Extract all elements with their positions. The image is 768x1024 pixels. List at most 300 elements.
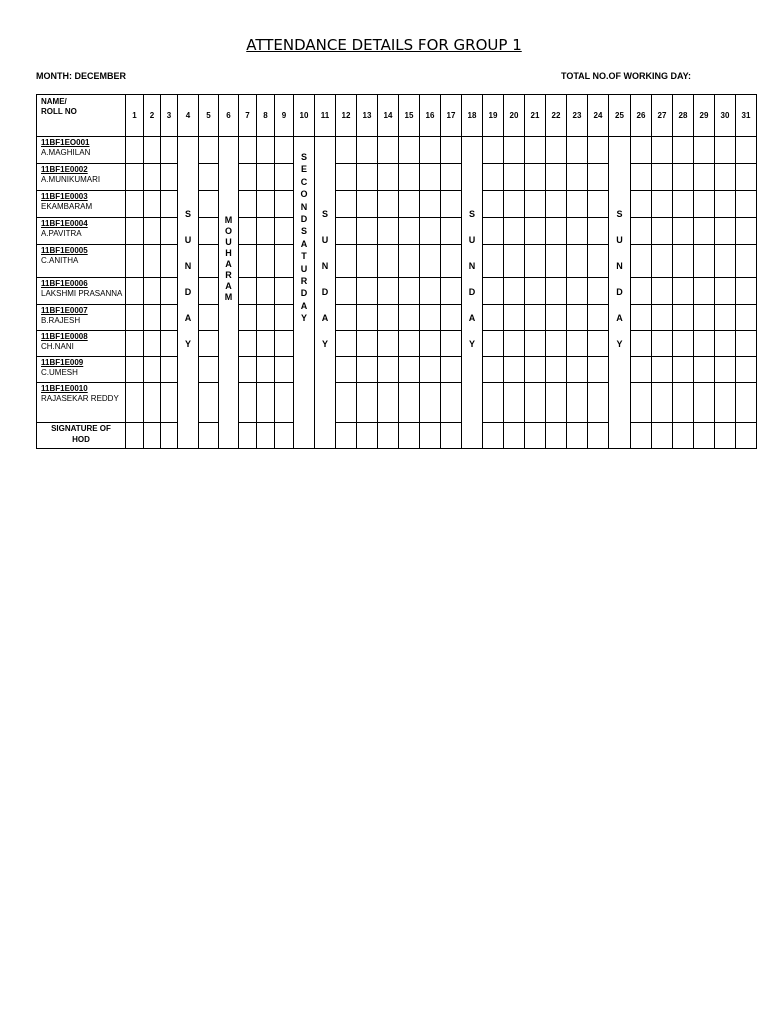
day-header-27: 27 xyxy=(652,95,673,137)
attendance-cell[interactable] xyxy=(715,383,736,423)
student-name: A.MUNIKUMARI xyxy=(41,175,101,184)
attendance-cell[interactable] xyxy=(441,331,462,357)
attendance-cell[interactable] xyxy=(161,218,178,245)
attendance-cell[interactable] xyxy=(336,191,357,218)
attendance-cell[interactable] xyxy=(199,245,219,278)
attendance-cell[interactable] xyxy=(525,331,546,357)
signature-cell[interactable] xyxy=(673,423,694,449)
attendance-cell[interactable] xyxy=(275,191,294,218)
attendance-cell[interactable] xyxy=(673,357,694,383)
attendance-cell[interactable] xyxy=(736,383,757,423)
attendance-cell[interactable] xyxy=(336,164,357,191)
signature-cell[interactable] xyxy=(420,423,441,449)
attendance-cell[interactable] xyxy=(694,137,715,164)
attendance-cell[interactable] xyxy=(546,331,567,357)
attendance-cell[interactable] xyxy=(420,191,441,218)
attendance-cell[interactable] xyxy=(673,137,694,164)
attendance-cell[interactable] xyxy=(504,383,525,423)
signature-label-line1: SIGNATURE OF xyxy=(51,424,111,433)
attendance-cell[interactable] xyxy=(588,383,609,423)
attendance-cell[interactable] xyxy=(441,137,462,164)
signature-cell[interactable] xyxy=(546,423,567,449)
attendance-cell[interactable] xyxy=(336,137,357,164)
attendance-cell[interactable] xyxy=(567,164,588,191)
attendance-cell[interactable] xyxy=(715,137,736,164)
attendance-cell[interactable] xyxy=(652,383,673,423)
table-row xyxy=(37,305,757,331)
attendance-cell[interactable] xyxy=(378,191,399,218)
roll-number: 11BF1E0002 xyxy=(41,165,88,174)
attendance-cell[interactable] xyxy=(652,245,673,278)
attendance-cell[interactable] xyxy=(715,331,736,357)
attendance-cell[interactable] xyxy=(715,357,736,383)
attendance-cell[interactable] xyxy=(483,218,504,245)
attendance-cell[interactable] xyxy=(504,278,525,305)
attendance-cell[interactable] xyxy=(483,305,504,331)
attendance-cell[interactable] xyxy=(357,137,378,164)
day-header-22: 22 xyxy=(546,95,567,137)
attendance-cell[interactable] xyxy=(126,305,144,331)
attendance-cell[interactable] xyxy=(126,137,144,164)
attendance-cell[interactable] xyxy=(336,278,357,305)
attendance-cell[interactable] xyxy=(525,245,546,278)
attendance-cell[interactable] xyxy=(588,305,609,331)
attendance-cell[interactable] xyxy=(257,278,275,305)
attendance-cell[interactable] xyxy=(588,218,609,245)
attendance-cell[interactable] xyxy=(357,191,378,218)
attendance-cell[interactable] xyxy=(504,305,525,331)
attendance-cell[interactable] xyxy=(483,278,504,305)
student-cell xyxy=(37,218,126,245)
attendance-cell[interactable] xyxy=(144,278,161,305)
attendance-cell[interactable] xyxy=(257,383,275,423)
attendance-cell[interactable] xyxy=(736,245,757,278)
attendance-cell[interactable] xyxy=(420,383,441,423)
attendance-cell[interactable] xyxy=(652,357,673,383)
attendance-cell[interactable] xyxy=(525,305,546,331)
attendance-cell[interactable] xyxy=(275,218,294,245)
attendance-cell[interactable] xyxy=(399,164,420,191)
attendance-cell[interactable] xyxy=(126,331,144,357)
attendance-cell[interactable] xyxy=(399,305,420,331)
signature-cell[interactable] xyxy=(126,423,144,449)
attendance-cell[interactable] xyxy=(275,245,294,278)
attendance-cell[interactable] xyxy=(715,305,736,331)
attendance-cell[interactable] xyxy=(126,278,144,305)
attendance-cell[interactable] xyxy=(239,383,257,423)
signature-cell[interactable] xyxy=(257,423,275,449)
student-cell xyxy=(37,191,126,218)
attendance-cell[interactable] xyxy=(588,331,609,357)
signature-cell[interactable] xyxy=(239,423,257,449)
attendance-cell[interactable] xyxy=(441,164,462,191)
attendance-cell[interactable] xyxy=(336,357,357,383)
attendance-cell[interactable] xyxy=(126,245,144,278)
attendance-cell[interactable] xyxy=(736,137,757,164)
attendance-cell[interactable] xyxy=(694,278,715,305)
signature-cell[interactable] xyxy=(441,423,462,449)
attendance-cell[interactable] xyxy=(275,305,294,331)
attendance-cell[interactable] xyxy=(144,164,161,191)
signature-cell[interactable] xyxy=(399,423,420,449)
attendance-cell[interactable] xyxy=(546,383,567,423)
attendance-cell[interactable] xyxy=(652,164,673,191)
attendance-cell[interactable] xyxy=(483,137,504,164)
attendance-cell[interactable] xyxy=(525,383,546,423)
signature-cell[interactable] xyxy=(631,423,652,449)
attendance-cell[interactable] xyxy=(257,305,275,331)
signature-cell[interactable] xyxy=(275,423,294,449)
signature-cell[interactable] xyxy=(736,423,757,449)
attendance-cell[interactable] xyxy=(420,305,441,331)
attendance-cell[interactable] xyxy=(378,278,399,305)
attendance-cell[interactable] xyxy=(357,331,378,357)
attendance-cell[interactable] xyxy=(199,357,219,383)
attendance-cell[interactable] xyxy=(631,357,652,383)
attendance-cell[interactable] xyxy=(257,218,275,245)
attendance-cell[interactable] xyxy=(441,218,462,245)
attendance-cell[interactable] xyxy=(257,137,275,164)
attendance-cell[interactable] xyxy=(378,383,399,423)
attendance-cell[interactable] xyxy=(336,218,357,245)
attendance-cell[interactable] xyxy=(357,164,378,191)
attendance-cell[interactable] xyxy=(399,218,420,245)
attendance-cell[interactable] xyxy=(199,164,219,191)
attendance-cell[interactable] xyxy=(483,383,504,423)
signature-label-line2: HOD xyxy=(72,435,90,444)
attendance-cell[interactable] xyxy=(144,191,161,218)
attendance-cell[interactable] xyxy=(399,383,420,423)
attendance-cell[interactable] xyxy=(357,357,378,383)
attendance-cell[interactable] xyxy=(161,278,178,305)
attendance-cell[interactable] xyxy=(673,191,694,218)
attendance-cell[interactable] xyxy=(161,383,178,423)
student-name: RAJASEKAR REDDY xyxy=(41,394,119,403)
attendance-cell[interactable] xyxy=(257,191,275,218)
attendance-cell[interactable] xyxy=(483,357,504,383)
signature-cell[interactable] xyxy=(525,423,546,449)
attendance-cell[interactable] xyxy=(694,191,715,218)
attendance-cell[interactable] xyxy=(161,357,178,383)
attendance-cell[interactable] xyxy=(357,305,378,331)
attendance-cell[interactable] xyxy=(275,278,294,305)
attendance-cell[interactable] xyxy=(357,218,378,245)
attendance-cell[interactable] xyxy=(144,357,161,383)
attendance-cell[interactable] xyxy=(336,331,357,357)
attendance-cell[interactable] xyxy=(144,383,161,423)
attendance-cell[interactable] xyxy=(239,137,257,164)
attendance-cell[interactable] xyxy=(239,278,257,305)
attendance-cell[interactable] xyxy=(257,245,275,278)
attendance-cell[interactable] xyxy=(399,245,420,278)
attendance-cell[interactable] xyxy=(736,218,757,245)
signature-cell[interactable] xyxy=(715,423,736,449)
attendance-cell[interactable] xyxy=(378,245,399,278)
attendance-cell[interactable] xyxy=(715,278,736,305)
signature-cell[interactable] xyxy=(378,423,399,449)
signature-cell[interactable] xyxy=(336,423,357,449)
attendance-cell[interactable] xyxy=(144,331,161,357)
attendance-cell[interactable] xyxy=(275,137,294,164)
attendance-cell[interactable] xyxy=(504,137,525,164)
attendance-cell[interactable] xyxy=(199,331,219,357)
attendance-cell[interactable] xyxy=(673,383,694,423)
attendance-cell[interactable] xyxy=(546,357,567,383)
attendance-cell[interactable] xyxy=(357,383,378,423)
attendance-cell[interactable] xyxy=(567,245,588,278)
attendance-cell[interactable] xyxy=(144,305,161,331)
attendance-cell[interactable] xyxy=(161,137,178,164)
attendance-cell[interactable] xyxy=(239,331,257,357)
student-name: B.RAJESH xyxy=(41,316,81,325)
attendance-cell[interactable] xyxy=(525,278,546,305)
attendance-cell[interactable] xyxy=(420,218,441,245)
attendance-cell[interactable] xyxy=(239,245,257,278)
attendance-cell[interactable] xyxy=(546,218,567,245)
attendance-cell[interactable] xyxy=(546,164,567,191)
attendance-cell[interactable] xyxy=(631,137,652,164)
attendance-cell[interactable] xyxy=(239,218,257,245)
attendance-cell[interactable] xyxy=(378,164,399,191)
day-header-11: 11 xyxy=(315,95,336,137)
attendance-cell[interactable] xyxy=(631,383,652,423)
attendance-cell[interactable] xyxy=(525,164,546,191)
signature-cell[interactable] xyxy=(694,423,715,449)
holiday-label: SUNDAY xyxy=(468,209,476,349)
attendance-cell[interactable] xyxy=(126,218,144,245)
attendance-cell[interactable] xyxy=(694,383,715,423)
attendance-cell[interactable] xyxy=(694,218,715,245)
day-header-3: 3 xyxy=(161,95,178,137)
attendance-cell[interactable] xyxy=(378,218,399,245)
attendance-cell[interactable] xyxy=(336,383,357,423)
attendance-cell[interactable] xyxy=(199,218,219,245)
attendance-cell[interactable] xyxy=(588,137,609,164)
table-row xyxy=(37,137,757,164)
attendance-cell[interactable] xyxy=(275,331,294,357)
attendance-cell[interactable] xyxy=(631,331,652,357)
attendance-cell[interactable] xyxy=(161,164,178,191)
attendance-cell[interactable] xyxy=(631,305,652,331)
attendance-cell[interactable] xyxy=(631,278,652,305)
attendance-cell[interactable] xyxy=(483,191,504,218)
attendance-cell[interactable] xyxy=(441,278,462,305)
attendance-cell[interactable] xyxy=(161,245,178,278)
attendance-cell[interactable] xyxy=(736,164,757,191)
attendance-cell[interactable] xyxy=(525,137,546,164)
attendance-cell[interactable] xyxy=(504,357,525,383)
attendance-cell[interactable] xyxy=(441,383,462,423)
attendance-cell[interactable] xyxy=(257,357,275,383)
attendance-cell[interactable] xyxy=(420,357,441,383)
attendance-cell[interactable] xyxy=(199,278,219,305)
attendance-cell[interactable] xyxy=(420,164,441,191)
signature-cell[interactable] xyxy=(483,423,504,449)
attendance-cell[interactable] xyxy=(631,164,652,191)
attendance-cell[interactable] xyxy=(378,357,399,383)
attendance-cell[interactable] xyxy=(504,164,525,191)
roll-number: 11BF1E0003 xyxy=(41,192,88,201)
attendance-cell[interactable] xyxy=(567,191,588,218)
attendance-cell[interactable] xyxy=(588,278,609,305)
attendance-cell[interactable] xyxy=(715,191,736,218)
student-name: C.UMESH xyxy=(41,368,78,377)
attendance-cell[interactable] xyxy=(673,218,694,245)
attendance-cell[interactable] xyxy=(673,305,694,331)
attendance-cell[interactable] xyxy=(239,357,257,383)
attendance-cell[interactable] xyxy=(275,383,294,423)
attendance-cell[interactable] xyxy=(144,245,161,278)
attendance-cell[interactable] xyxy=(567,218,588,245)
attendance-cell[interactable] xyxy=(199,137,219,164)
attendance-cell[interactable] xyxy=(546,137,567,164)
attendance-cell[interactable] xyxy=(399,137,420,164)
attendance-cell[interactable] xyxy=(336,245,357,278)
attendance-cell[interactable] xyxy=(504,245,525,278)
attendance-cell[interactable] xyxy=(399,357,420,383)
attendance-cell[interactable] xyxy=(378,305,399,331)
attendance-cell[interactable] xyxy=(483,331,504,357)
attendance-cell[interactable] xyxy=(652,305,673,331)
attendance-cell[interactable] xyxy=(378,137,399,164)
attendance-cell[interactable] xyxy=(567,278,588,305)
attendance-cell[interactable] xyxy=(399,191,420,218)
attendance-cell[interactable] xyxy=(161,191,178,218)
attendance-cell[interactable] xyxy=(736,357,757,383)
attendance-cell[interactable] xyxy=(420,278,441,305)
attendance-cell[interactable] xyxy=(673,278,694,305)
attendance-cell[interactable] xyxy=(546,245,567,278)
attendance-cell[interactable] xyxy=(378,331,399,357)
student-cell xyxy=(37,137,126,164)
attendance-cell[interactable] xyxy=(504,191,525,218)
attendance-cell[interactable] xyxy=(504,218,525,245)
signature-cell[interactable] xyxy=(357,423,378,449)
attendance-cell[interactable] xyxy=(567,305,588,331)
attendance-cell[interactable] xyxy=(126,191,144,218)
attendance-cell[interactable] xyxy=(673,164,694,191)
attendance-cell[interactable] xyxy=(588,357,609,383)
attendance-cell[interactable] xyxy=(673,331,694,357)
attendance-cell[interactable] xyxy=(357,278,378,305)
attendance-cell[interactable] xyxy=(736,191,757,218)
attendance-cell[interactable] xyxy=(567,331,588,357)
attendance-cell[interactable] xyxy=(275,164,294,191)
attendance-cell[interactable] xyxy=(257,331,275,357)
signature-cell[interactable] xyxy=(652,423,673,449)
attendance-cell[interactable] xyxy=(567,137,588,164)
attendance-cell[interactable] xyxy=(736,278,757,305)
attendance-cell[interactable] xyxy=(399,331,420,357)
attendance-cell[interactable] xyxy=(336,305,357,331)
attendance-cell[interactable] xyxy=(525,191,546,218)
attendance-cell[interactable] xyxy=(239,191,257,218)
header-roll-label: ROLL NO xyxy=(41,107,77,116)
attendance-cell[interactable] xyxy=(144,218,161,245)
day-header-12: 12 xyxy=(336,95,357,137)
attendance-cell[interactable] xyxy=(652,278,673,305)
attendance-cell[interactable] xyxy=(126,383,144,423)
day-header-19: 19 xyxy=(483,95,504,137)
attendance-cell[interactable] xyxy=(441,357,462,383)
attendance-cell[interactable] xyxy=(694,164,715,191)
attendance-cell[interactable] xyxy=(420,331,441,357)
attendance-cell[interactable] xyxy=(631,218,652,245)
roll-number: 11BF1EO001 xyxy=(41,138,90,147)
attendance-cell[interactable] xyxy=(504,331,525,357)
attendance-cell[interactable] xyxy=(588,191,609,218)
attendance-cell[interactable] xyxy=(694,245,715,278)
attendance-cell[interactable] xyxy=(239,164,257,191)
attendance-cell[interactable] xyxy=(652,137,673,164)
attendance-cell[interactable] xyxy=(546,278,567,305)
attendance-cell[interactable] xyxy=(161,305,178,331)
signature-cell[interactable] xyxy=(567,423,588,449)
attendance-cell[interactable] xyxy=(239,305,257,331)
attendance-cell[interactable] xyxy=(144,137,161,164)
attendance-cell[interactable] xyxy=(420,245,441,278)
attendance-cell[interactable] xyxy=(441,305,462,331)
attendance-cell[interactable] xyxy=(715,218,736,245)
attendance-cell[interactable] xyxy=(694,357,715,383)
attendance-cell[interactable] xyxy=(546,191,567,218)
attendance-cell[interactable] xyxy=(588,164,609,191)
attendance-cell[interactable] xyxy=(257,164,275,191)
attendance-cell[interactable] xyxy=(525,218,546,245)
attendance-cell[interactable] xyxy=(694,305,715,331)
attendance-cell[interactable] xyxy=(652,331,673,357)
attendance-cell[interactable] xyxy=(631,191,652,218)
attendance-cell[interactable] xyxy=(673,245,694,278)
attendance-cell[interactable] xyxy=(588,245,609,278)
attendance-cell[interactable] xyxy=(483,245,504,278)
attendance-cell[interactable] xyxy=(126,357,144,383)
attendance-cell[interactable] xyxy=(357,245,378,278)
holiday-label: SUNDAY xyxy=(321,209,329,349)
attendance-cell[interactable] xyxy=(441,245,462,278)
signature-cell[interactable] xyxy=(161,423,178,449)
signature-cell[interactable] xyxy=(504,423,525,449)
attendance-cell[interactable] xyxy=(441,191,462,218)
signature-cell[interactable] xyxy=(199,423,219,449)
signature-cell[interactable] xyxy=(588,423,609,449)
attendance-cell[interactable] xyxy=(420,137,441,164)
attendance-cell[interactable] xyxy=(275,357,294,383)
attendance-cell[interactable] xyxy=(631,245,652,278)
attendance-cell[interactable] xyxy=(126,164,144,191)
attendance-cell[interactable] xyxy=(199,383,219,423)
attendance-cell[interactable] xyxy=(399,278,420,305)
attendance-cell[interactable] xyxy=(736,305,757,331)
attendance-cell[interactable] xyxy=(199,305,219,331)
attendance-cell[interactable] xyxy=(736,331,757,357)
attendance-cell[interactable] xyxy=(525,357,546,383)
student-name: A.PAVITRA xyxy=(41,229,82,238)
attendance-cell[interactable] xyxy=(567,357,588,383)
attendance-cell[interactable] xyxy=(694,331,715,357)
attendance-cell[interactable] xyxy=(715,245,736,278)
attendance-cell[interactable] xyxy=(715,164,736,191)
attendance-cell[interactable] xyxy=(161,331,178,357)
attendance-cell[interactable] xyxy=(652,191,673,218)
attendance-cell[interactable] xyxy=(546,305,567,331)
attendance-cell[interactable] xyxy=(199,191,219,218)
day-header-9: 9 xyxy=(275,95,294,137)
attendance-cell[interactable] xyxy=(567,383,588,423)
attendance-cell[interactable] xyxy=(652,218,673,245)
attendance-cell[interactable] xyxy=(483,164,504,191)
signature-cell[interactable] xyxy=(144,423,161,449)
